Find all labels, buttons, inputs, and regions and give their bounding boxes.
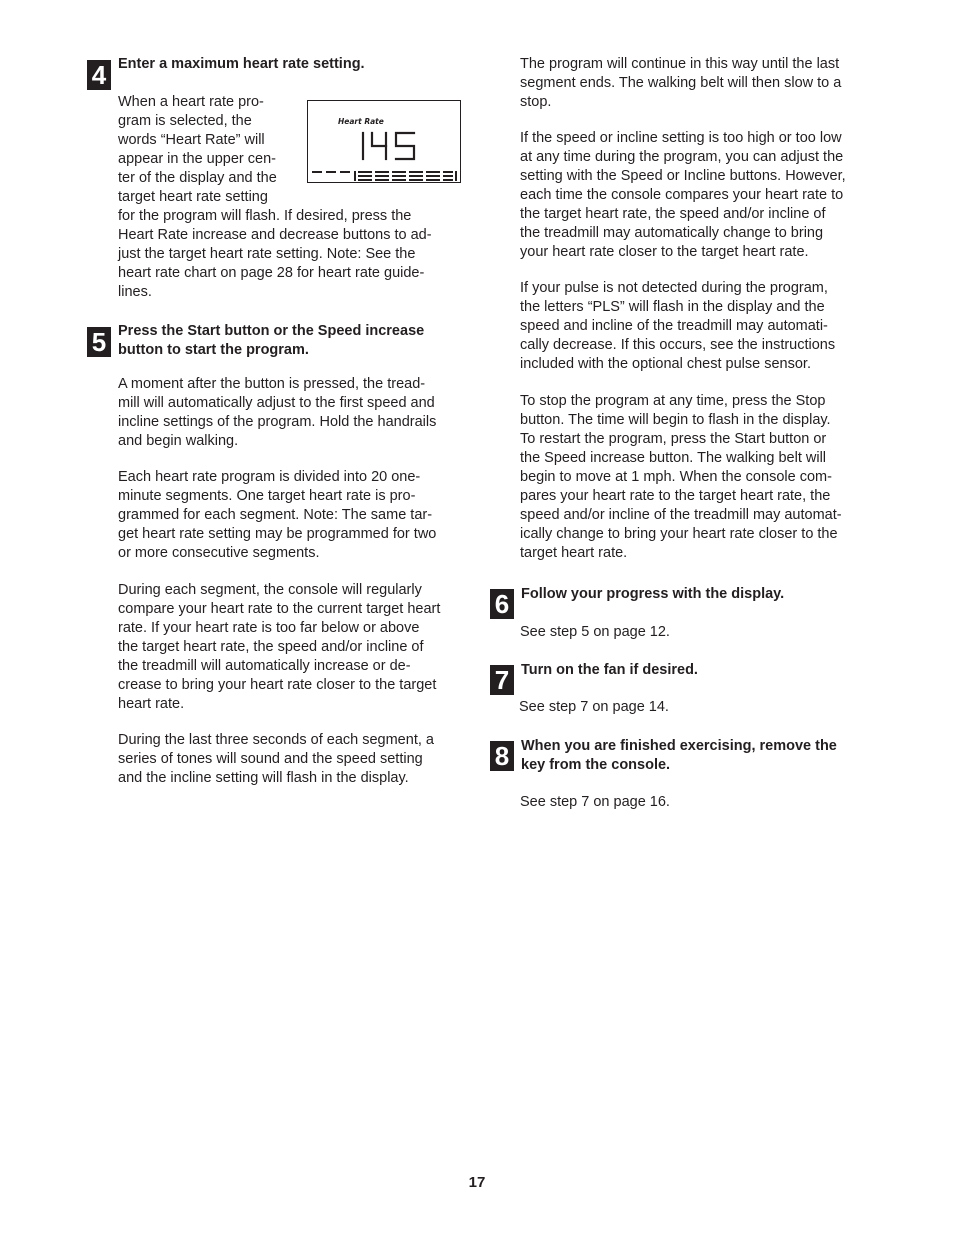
page-number: 17 (468, 1174, 486, 1191)
right-paragraph-1: The program will continue in this way until the last segment ends. The walking belt will then slow to a stop. (520, 56, 842, 110)
step-5-paragraph-4: During the last three seconds of each segment, a series of tones will sound and the speed setting and the incline setting will flash in the display. (118, 732, 434, 786)
console-display-illustration (307, 100, 461, 183)
step-7-body: See step 7 on page 14. (519, 699, 669, 715)
right-paragraph-2: If the speed or incline setting is too high or too low at any time during the program, you can adjust the setting with the Speed or Incline buttons. However, each time the console compares your heart rate to the target heart rate, the speed and/or incline of the treadmill may automatically change to bring your heart rate closer to the target heart rate. (520, 130, 846, 260)
display-segment-bars (312, 171, 457, 181)
step-4-wrapped-text: When a heart rate pro- gram is selected, the words “Heart Rate” will appear in the upper cen- ter of the display and the target heart rate setting for the program will flash. If desired, press the Heart Rate increase and decrease buttons to ad- just the target heart rate setting. Note: See the heart rate chart on page 28 for heart rate guide- lines. (118, 94, 432, 300)
right-paragraph-4: To stop the program at any time, press the Stop button. The time will begin to flash in the display. To restart the program, press the Start button or the Speed increase button. The walking belt will begin to move at 1 mph. When the console com- pares your heart rate to the target heart rate, the speed and/or incline of the treadmill may automat- ically change to bring your heart rate closer to the target heart rate. (520, 393, 842, 561)
step-7-number: 7 (490, 665, 514, 695)
display-value: 145 (308, 101, 310, 102)
display-digits (363, 133, 414, 159)
step-5-paragraph-2: Each heart rate program is divided into 20 one- minute segments. One target heart rate is pro- grammed for each segment. Note: The same tar- get heart rate setting may be programmed for two or more consecutive segments. (118, 469, 437, 561)
step-8-body: See step 7 on page 16. (520, 794, 670, 810)
step-8-heading: When you are finished exercising, remove the key from the console. (521, 738, 837, 773)
step-4-number: 4 (87, 60, 111, 90)
right-paragraph-3: If your pulse is not detected during the program, the letters “PLS” will flash in the display and the speed and incline of the treadmill may automati- cally decrease. If this occurs, see the instructions included with the optional chest pulse sensor. (520, 280, 836, 372)
step-8-number: 8 (490, 741, 514, 771)
step-7-heading: Turn on the fan if desired. (521, 662, 698, 678)
step-6-heading: Follow your progress with the display. (521, 586, 785, 602)
step-6-body: See step 5 on page 12. (520, 624, 670, 640)
step-5-heading: Press the Start button or the Speed increase button to start the program. (118, 323, 425, 358)
step-4-heading: Enter a maximum heart rate setting. (118, 56, 365, 72)
step-5-number: 5 (87, 327, 111, 357)
step-5-paragraph-3: During each segment, the console will regularly compare your heart rate to the current target heart rate. If your heart rate is too far below or above the target heart rate, the speed and/or incline of the treadmill will automatically increase or de- crease to bring your heart rate closer to the target heart rate. (118, 582, 441, 712)
display-label: Heart Rate (338, 117, 384, 126)
console-display-graphic (308, 101, 459, 181)
step-6-number: 6 (490, 589, 514, 619)
step-5-paragraph-1: A moment after the button is pressed, the tread- mill will automatically adjust to the first speed and incline settings of the program. Hold the handrails and begin walking. (118, 376, 437, 449)
